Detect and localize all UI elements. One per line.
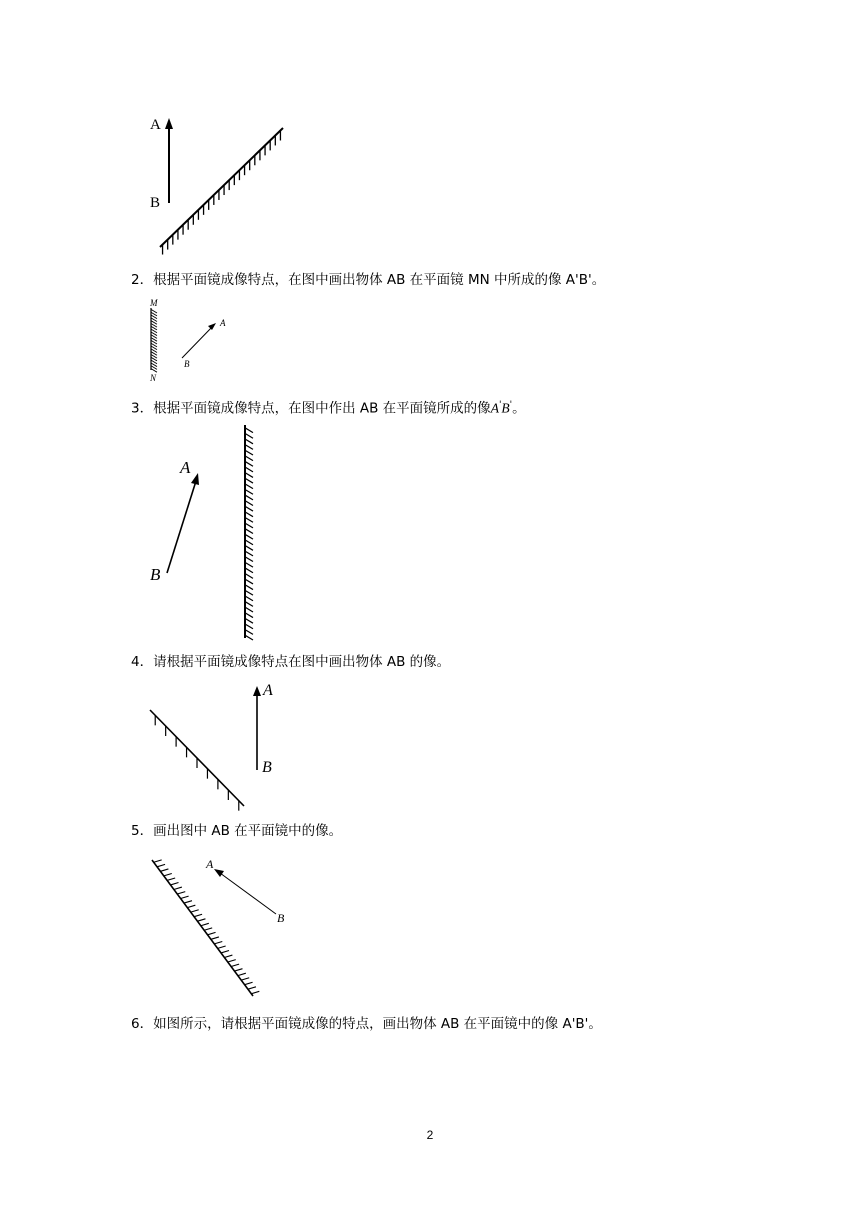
mirror-hatch [245,428,253,433]
mirror-hatch [224,955,232,957]
page-number: 2 [426,1128,434,1142]
label-a: A [263,682,273,699]
mirror-hatch [245,618,253,623]
object-arrow [220,873,276,914]
mirror-mn [151,308,157,372]
mirror-hatch [245,630,253,635]
mirror-hatch [164,873,172,875]
mirror-hatch [245,534,253,539]
mirror-hatch [245,461,253,466]
mirror-hatch [167,878,175,880]
mirror [152,860,259,996]
question-number: 3． [131,400,154,417]
arrow-head [214,869,224,877]
mirror [160,128,283,255]
mirror-hatch [211,937,219,939]
mirror-hatch [245,602,253,607]
mirror-hatch [241,978,249,980]
mirror-hatch [238,973,246,975]
question-2 [131,270,605,290]
arrow-head [165,118,173,129]
mirror-hatch [208,932,216,934]
question-number: 4． [131,654,154,670]
mirror-hatch [174,887,182,889]
mirror-hatch [177,892,185,894]
mirror-hatch [245,568,253,573]
mirror-hatch [245,546,253,551]
question-text: 如图所示，请根据平面镜成像的特点，画出物体 AB 在平面镜中的像 A'B'。 [153,1016,602,1032]
mirror-hatch [171,883,179,885]
question-number: 6． [131,1016,154,1032]
mirror-hatch [245,456,253,461]
mirror-hatch [245,501,253,506]
mirror-hatch [245,982,253,984]
mirror-hatch [245,523,253,528]
mirror-hatch [248,987,256,989]
mirror-hatch [187,905,195,907]
mirror-hatch [157,864,165,866]
mirror-hatch [245,596,253,601]
mirror-hatch [228,960,236,962]
mirror-hatch [245,557,253,562]
mirror-hatch [191,910,199,912]
mirror-hatch [245,540,253,545]
mirror-hatch [184,901,192,903]
arrow-head [191,473,199,485]
mirror-hatch [245,439,253,444]
object-arrow [167,481,196,573]
label-b: B [277,911,285,925]
label-a: A [220,318,226,328]
mirror-hatch [245,450,253,455]
mirror-hatch [160,869,168,871]
mirror-hatch [245,489,253,494]
question-text-end: 。 [512,400,526,417]
mirror-hatch [245,562,253,567]
question-number: 5． [131,823,154,839]
mirror-hatch [245,585,253,590]
label-b: B [184,359,190,369]
question-text: 根据平面镜成像特点，在图中作出 AB 在平面镜所成的像 [153,400,491,417]
mirror-hatch [245,590,253,595]
prime: ' [498,400,502,410]
mirror-hatch [245,506,253,511]
figure-3 [140,420,270,645]
label-n: N [150,373,157,383]
mirror-hatch [231,964,239,966]
mirror-hatch [245,478,253,483]
mirror-hatch [218,946,226,948]
figure-1 [140,110,300,260]
mirror-hatch [245,512,253,517]
mirror-hatch [245,529,253,534]
mirror-hatch [251,991,259,993]
mirror-hatch [245,635,253,640]
mirror-hatch [245,445,253,450]
question-text: 根据平面镜成像特点，在图中画出物体 AB 在平面镜 MN 中所成的像 A'B'。 [153,272,606,288]
mirror [245,425,253,640]
label-m: M [150,298,158,308]
mirror-hatch [221,951,229,953]
label-a: A [180,458,191,477]
mirror-hatch [245,467,253,472]
object-arrow [182,326,213,358]
mirror-hatch [245,574,253,579]
mirror-hatch [194,914,202,916]
question-text: 请根据平面镜成像特点在图中画出物体 AB 的像。 [153,654,451,670]
figure-5 [140,850,300,1005]
mirror-hatch [154,860,162,862]
figure-4 [140,678,300,813]
mirror-hatch [234,969,242,971]
label-a: A [206,857,214,871]
image-label-b: B [501,400,510,416]
mirror-hatch [245,517,253,522]
image-label-a: A [490,400,499,416]
label-b: B [150,195,161,211]
prime: ' [509,400,513,410]
label-a: A [150,117,161,133]
question-6 [131,1014,602,1034]
question-number: 2． [131,272,154,288]
mirror-hatch [245,579,253,584]
arrow-head [253,686,261,696]
mirror-hatch [181,896,189,898]
mirror-hatch [201,923,209,925]
question-3 [131,395,526,419]
question-text: 画出图中 AB 在平面镜中的像。 [153,823,343,839]
question-5 [131,821,342,841]
figure-2 [140,295,250,385]
label-b: B [150,565,161,584]
mirror-hatch [245,433,253,438]
mirror-hatch [197,919,205,921]
mirror-hatch [214,941,222,943]
mirror [150,710,244,811]
question-4 [131,652,450,672]
mirror-hatch [245,613,253,618]
label-b: B [262,759,272,776]
mirror-hatch [245,624,253,629]
mirror-hatch [204,928,212,930]
mirror-hatch [245,495,253,500]
mirror-hatch [245,551,253,556]
mirror-hatch [245,607,253,612]
mirror-hatch [245,473,253,478]
mirror-hatch [245,484,253,489]
arrow-head [208,323,216,330]
